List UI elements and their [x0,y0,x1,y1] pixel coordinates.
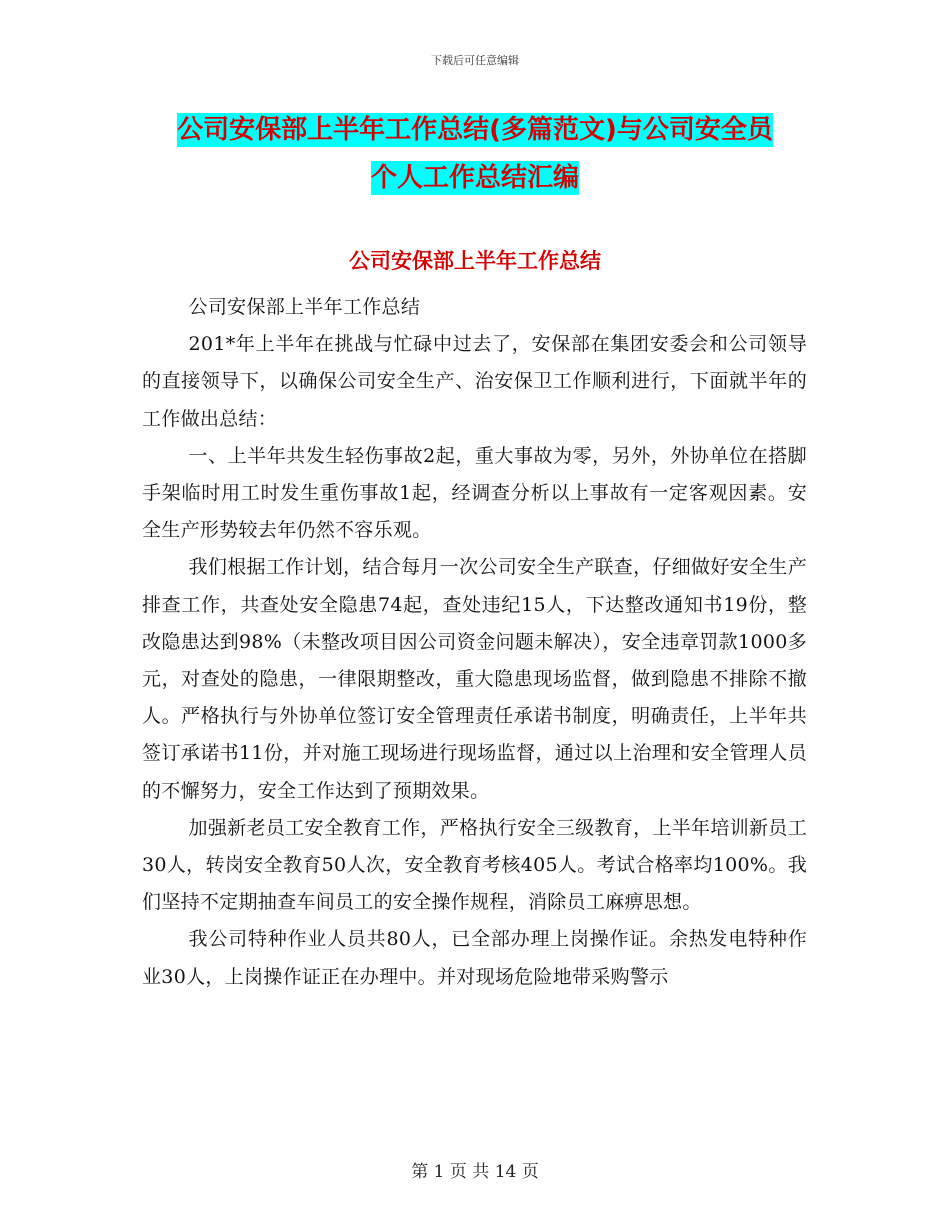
document-title [0,106,950,202]
document-title-line-1 [0,106,950,154]
document-title-line-2 [0,154,950,202]
paragraph-6: 我公司特种作业人员共80人，已全部办理上岗操作证。余热发电特种作业30人，上岗操作证正在办理中。并对现场危险地带采购警示 [142,928,807,988]
paragraph-5: 加强新老员工安全教育工作，严格执行安全三级教育，上半年培训新员工30人，转岗安全教育50人次，安全教育考核405人。考试合格率均100%。我们坚持不定期抽查车间员工的安全操作规程，消除员工麻痹思想。 [142,816,807,914]
paragraph-4: 我们根据工作计划，结合每月一次公司安全生产联查，仔细做好安全生产排查工作，共查处安全隐患74起，查处违纪15人，下达整改通知书19份，整改隐患达到98%（未整改项目因公司资金问题未解决），安全违章罚款1000多元，对查处的隐患，一律限期整改，重大隐患现场监督，做到隐患不排除不撤人。严格执行与外协单位签订安全管理责任承诺书制度，明确责任，上半年共签订承诺书11份，并对施工现场进行现场监督，通过以上治理和安全管理人员的不懈努力，安全工作达到了预期效果。 [142,556,807,802]
body-text [142,289,807,996]
title-highlight-2: 个人工作总结汇编 [370,163,579,193]
paragraph-3: 一、上半年共发生轻伤事故2起，重大事故为零，另外，外协单位在搭脚手架临时用工时发生重伤事故1起，经调查分析以上事故有一定客观因素。安全生产形势较去年仍然不容乐观。 [142,444,807,542]
section-title: 公司安保部上半年工作总结 [349,249,601,273]
title-highlight-1: 公司安保部上半年工作总结(多篇范文)与公司安全员 [177,115,773,145]
paragraph-1: 公司安保部上半年工作总结 [188,296,421,318]
header-note: 下载后可任意编辑 [431,54,519,67]
paragraph-2: 201*年上半年在挑战与忙碌中过去了，安保部在集团安委会和公司领导的直接领导下，以确保公司安全生产、治安保卫工作顺利进行，下面就半年的工作做出总结： [142,333,807,430]
page-footer: 第 1 页 共 14 页 [411,1162,539,1182]
